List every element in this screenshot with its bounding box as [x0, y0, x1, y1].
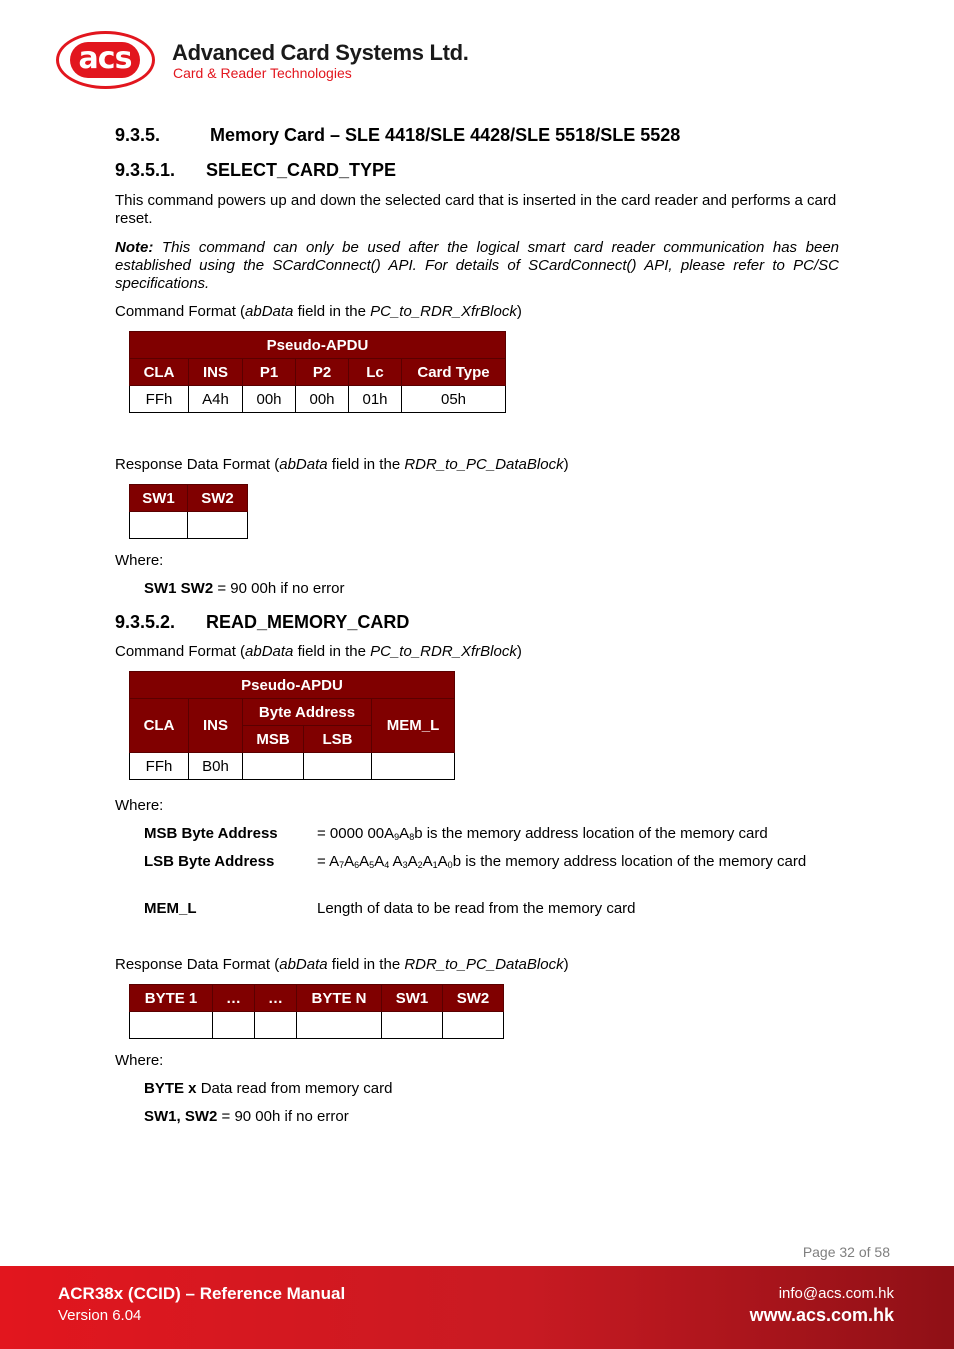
header-cell: MSB	[243, 726, 304, 753]
section-number: 9.3.5.	[115, 125, 161, 145]
header-cell: Byte Address	[243, 699, 372, 726]
header-cell: LSB	[304, 726, 372, 753]
header-cell: CLA	[130, 699, 189, 753]
note-text: This command can only be used after the logical smart card reader communication has been established using the SCardConnect() API. For details of SCardConnect() API, please refer to PC/SC specifications.	[115, 239, 839, 292]
command-format-label: Command Format (abData field in the PC_to_RDR_XfrBlock)	[115, 303, 522, 320]
subsection-title: SELECT_CARD_TYPE	[206, 160, 397, 180]
definition-desc: = 0000 $00A_9A_8b$ is the memory address location of the memory card	[317, 825, 768, 842]
header-cell: BYTE N	[297, 985, 382, 1012]
header-cell: SW1	[130, 485, 188, 512]
header-cell: …	[255, 985, 297, 1012]
header-cell: P2	[296, 359, 349, 386]
value-cell: B0h	[189, 753, 243, 780]
response-format-label: Response Data Format (abData field in the RDR_to_PC_DataBlock)	[115, 456, 569, 473]
value-cell: FFh	[130, 386, 189, 413]
definition-desc: = $A_7A_6A_5A_4$ $A_3A_2A_1A_0b$ is the memory address location of the memory card	[317, 853, 807, 870]
footer-title: ACR38x (CCID) – Reference Manual	[58, 1284, 346, 1303]
select-apdu-table	[129, 331, 506, 413]
header-cell: SW1	[382, 985, 443, 1012]
value-cell: 00h	[243, 386, 296, 413]
where-label: Where:	[115, 797, 164, 814]
command-format-label: Command Format (abData field in the PC_to_RDR_XfrBlock)	[115, 643, 522, 660]
page-number: Page 32 of 58	[802, 1244, 890, 1260]
paragraph: This command powers up and down the selected card that is inserted in the card reader and performs a card reset.	[115, 192, 837, 227]
value-cell	[243, 753, 304, 780]
select-response-table	[129, 484, 248, 539]
value-cell	[188, 512, 248, 539]
value-cell	[443, 1012, 504, 1039]
header-cell: MEM_L	[372, 699, 455, 753]
table-title: Pseudo-APDU	[130, 672, 455, 699]
note-label: Note:	[115, 239, 154, 256]
value-cell	[297, 1012, 382, 1039]
subsection-number: 9.3.5.2.	[115, 612, 176, 632]
company-tagline: Card & Reader Technologies	[173, 65, 352, 81]
footer-email[interactable]: info@acs.com.hk	[778, 1285, 894, 1302]
sw-definition: SW1, SW2 = 90 00h if no error	[144, 1108, 349, 1125]
value-cell: A4h	[189, 386, 243, 413]
header-cell: P1	[243, 359, 296, 386]
value-cell	[130, 1012, 213, 1039]
header-cell: SW2	[443, 985, 504, 1012]
logo-mark: acs	[70, 42, 140, 78]
read-response-table	[129, 984, 504, 1039]
where-label: Where:	[115, 1052, 164, 1069]
subsection-title: READ_MEMORY_CARD	[206, 612, 410, 632]
table-title: Pseudo-APDU	[130, 332, 506, 359]
value-cell: 01h	[349, 386, 402, 413]
note-paragraph	[115, 239, 839, 293]
value-cell	[255, 1012, 297, 1039]
header-cell: INS	[189, 359, 243, 386]
definition-term: MSB Byte Address	[144, 825, 278, 842]
value-cell: FFh	[130, 753, 189, 780]
header-cell: Card Type	[402, 359, 506, 386]
where-label: Where:	[115, 552, 164, 569]
header-cell: …	[213, 985, 255, 1012]
read-apdu-table	[129, 671, 455, 780]
definition-term: MEM_L	[144, 900, 197, 917]
sw-definition: SW1 SW2 = 90 00h if no error	[144, 580, 345, 597]
footer-website[interactable]: www.acs.com.hk	[749, 1305, 894, 1325]
value-cell	[213, 1012, 255, 1039]
header-cell: Lc	[349, 359, 402, 386]
section-title: Memory Card – SLE 4418/SLE 4428/SLE 5518/SLE 5528	[210, 125, 681, 145]
value-cell	[130, 512, 188, 539]
subsection-number: 9.3.5.1.	[115, 160, 176, 180]
header-cell: INS	[189, 699, 243, 753]
header-cell: SW2	[188, 485, 248, 512]
company-name: Advanced Card Systems Ltd.	[172, 40, 469, 65]
definition-desc: Length of data to be read from the memory card	[317, 900, 636, 917]
value-cell	[382, 1012, 443, 1039]
response-format-label: Response Data Format (abData field in the RDR_to_PC_DataBlock)	[115, 956, 569, 973]
value-cell	[372, 753, 455, 780]
header-cell: BYTE 1	[130, 985, 213, 1012]
bytex-definition: BYTE x Data read from memory card	[144, 1080, 393, 1097]
value-cell: 00h	[296, 386, 349, 413]
value-cell: 05h	[402, 386, 506, 413]
footer-bar	[0, 1266, 954, 1349]
header-cell: CLA	[130, 359, 189, 386]
footer-version: Version 6.04	[58, 1307, 142, 1324]
definition-term: LSB Byte Address	[144, 853, 275, 870]
value-cell	[304, 753, 372, 780]
